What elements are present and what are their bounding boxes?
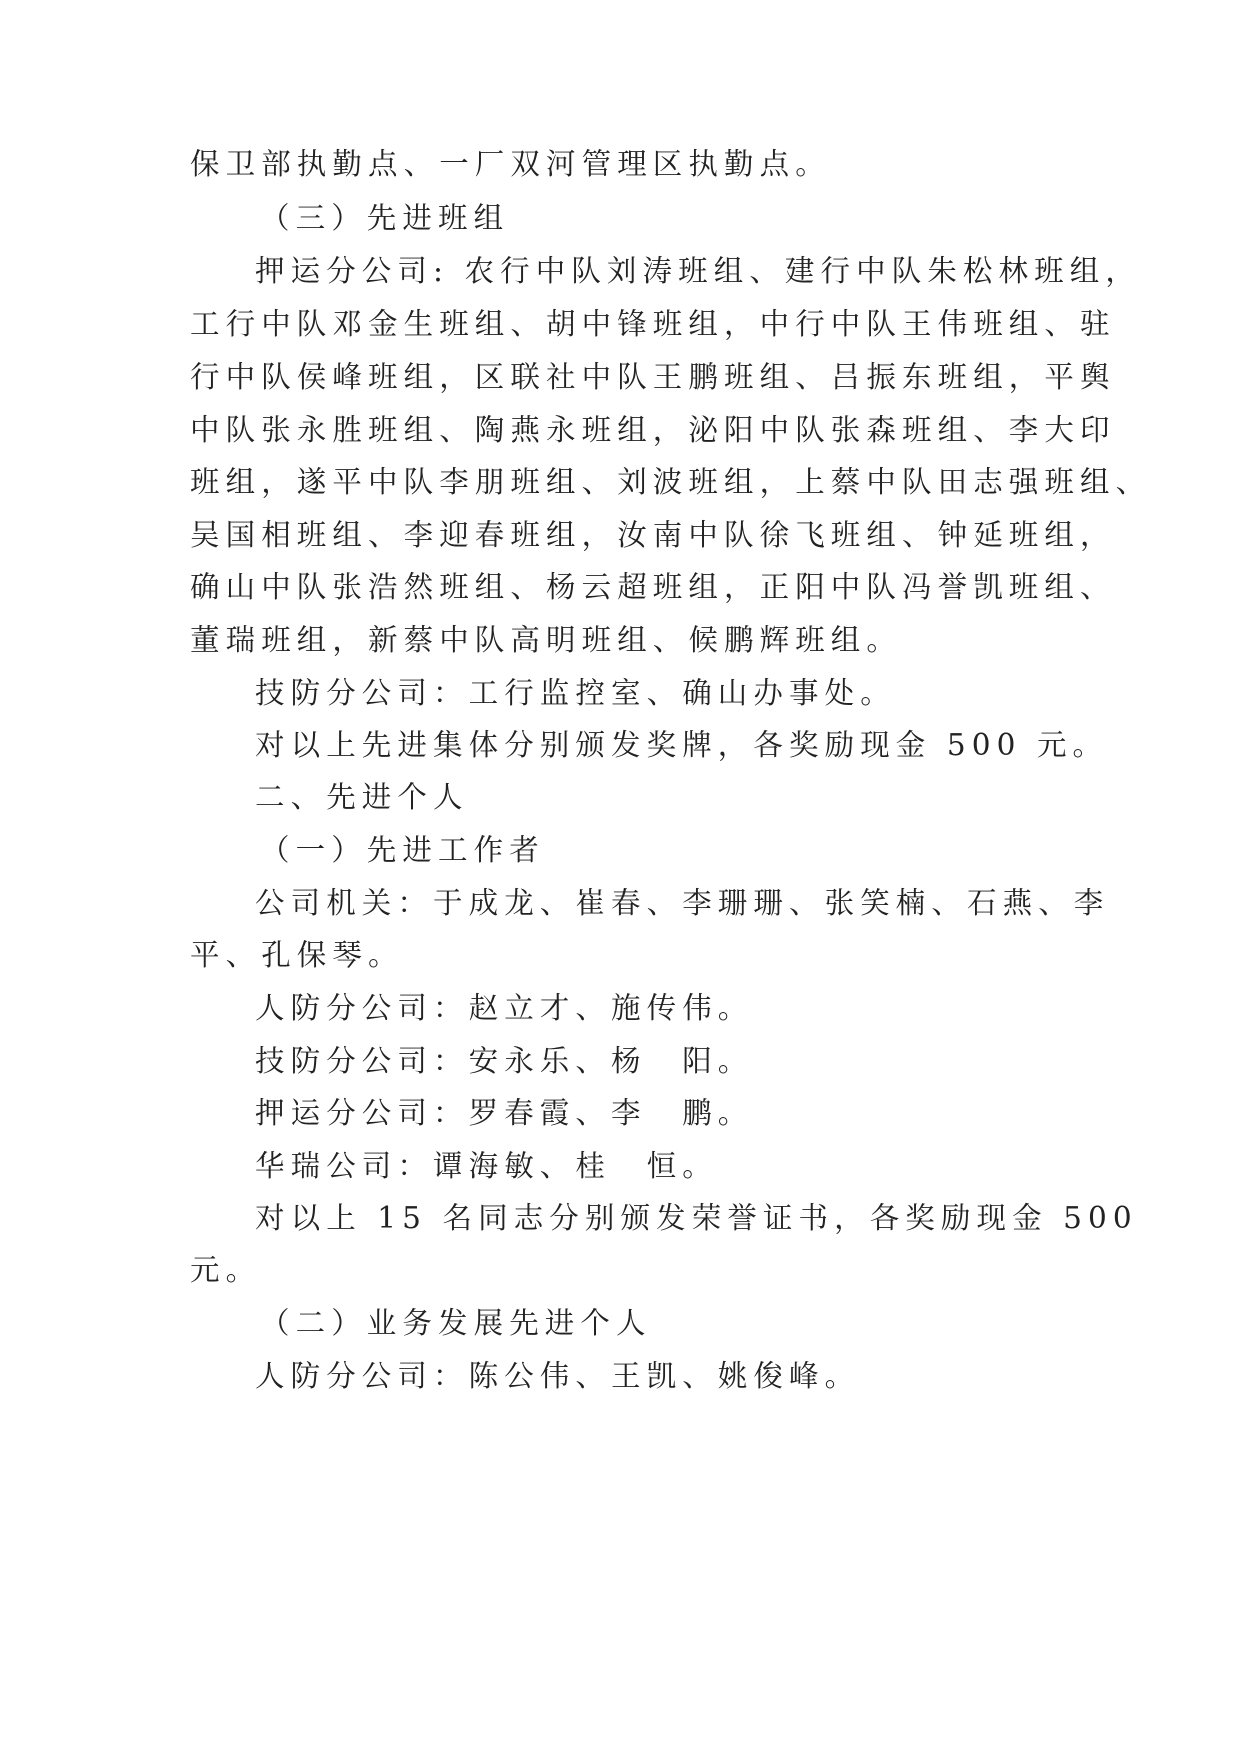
text-line: 押运分公司: 农行中队刘涛班组、建行中队朱松林班组， [255, 254, 1141, 288]
text-line: 班组，遂平中队李朋班组、刘波班组，上蔡中队田志强班组、 [190, 465, 1152, 499]
text-line: 平、孔保琴。 [190, 938, 404, 972]
section-heading: （一）先进工作者 [260, 833, 545, 867]
text-line: 人防分公司：赵立才、施传伟。 [255, 991, 754, 1025]
section-heading: （三）先进班组 [260, 201, 510, 235]
text-line: 保卫部执勤点、一厂双河管理区执勤点。 [190, 147, 831, 181]
text-line: 工行中队邓金生班组、胡中锋班组，中行中队王伟班组、驻 [190, 307, 1116, 341]
text-line: 对以上 15 名同志分别颁发荣誉证书，各奖励现金 500 [255, 1201, 1138, 1235]
text-line: 行中队侯峰班组，区联社中队王鹏班组、吕振东班组，平舆 [190, 360, 1116, 394]
text-line: 董瑞班组，新蔡中队高明班组、候鹏辉班组。 [190, 623, 903, 657]
text-line: 元。 [190, 1253, 262, 1287]
text-line: 中队张永胜班组、陶燕永班组，泌阳中队张森班组、李大印 [190, 413, 1116, 447]
text-line: 公司机关：于成龙、崔春、李珊珊、张笑楠、石燕、李 [255, 886, 1110, 920]
section-heading: （二）业务发展先进个人 [260, 1306, 652, 1340]
text-line: 吴国相班组、李迎春班组，汝南中队徐飞班组、钟延班组， [190, 518, 1116, 552]
text-line: 人防分公司：陈公伟、王凯、姚俊峰。 [255, 1359, 861, 1393]
text-line: 确山中队张浩然班组、杨云超班组，正阳中队冯誉凯班组、 [190, 570, 1116, 604]
text-line: 押运分公司：罗春霞、李 鹏。 [255, 1096, 754, 1130]
text-line: 技防分公司：工行监控室、确山办事处。 [255, 676, 896, 710]
text-line: 华瑞公司：谭海敏、桂 恒。 [255, 1149, 718, 1183]
section-heading: 二、先进个人 [255, 780, 469, 814]
text-line: 对以上先进集体分别颁发奖牌，各奖励现金 500 元。 [255, 728, 1109, 762]
text-line: 技防分公司：安永乐、杨 阳。 [255, 1044, 754, 1078]
